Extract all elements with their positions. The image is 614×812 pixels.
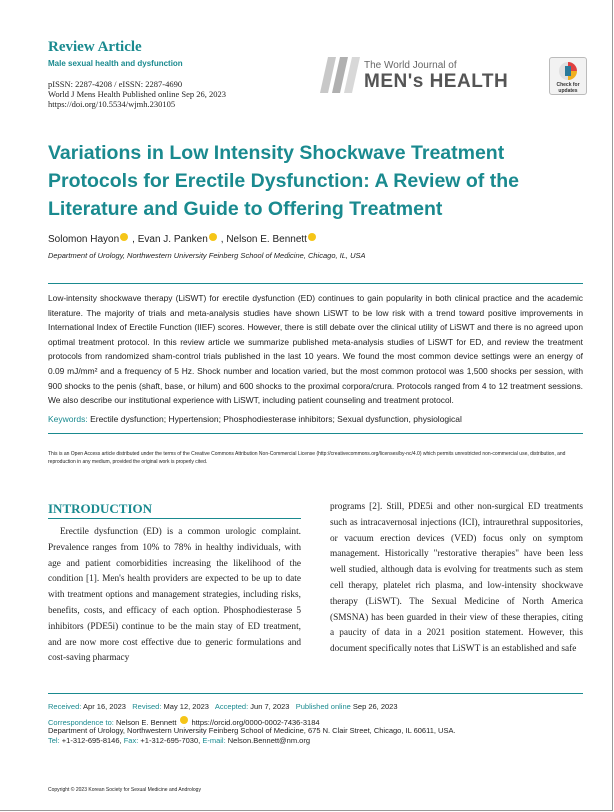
divider bbox=[48, 433, 583, 434]
received-label: Received: bbox=[48, 702, 82, 711]
author-list: Solomon Hayon , Evan J. Panken , Nelson E. Bennett bbox=[48, 233, 320, 245]
tel-label: Tel: bbox=[48, 736, 60, 745]
affiliation: Department of Urology, Northwestern University Feinberg School of Medicine, Chicago, IL, USA bbox=[48, 251, 366, 260]
orcid-icon[interactable] bbox=[308, 233, 316, 241]
keywords-text: Erectile dysfunction; Hypertension; Phosphodiesterase inhibitors; Sexual dysfunction, physiological bbox=[90, 414, 462, 424]
orcid-icon[interactable] bbox=[180, 716, 188, 724]
article-dates bbox=[48, 702, 398, 711]
received-date: Apr 16, 2023 bbox=[83, 702, 126, 711]
revised-label: Revised: bbox=[132, 702, 162, 711]
correspondence-label: Correspondence to: bbox=[48, 718, 114, 727]
journal-logo bbox=[318, 55, 538, 95]
fax-label: Fax: bbox=[123, 736, 139, 745]
abstract: Low-intensity shockwave therapy (LiSWT) for erectile dysfunction (ED) continues to gain popularity in both clinical practice and the academic literature. The majority of trials and meta-analysis studies have shown LiSWT to be low risk with a trend toward positive improvements in International Index of Erectile Function (IIEF) scores. However, there is still debate over the clinical utility of LiSWT and there is no agreed upon optimal treatment protocol. In this review article we summarize published meta-analysis studies of LiSWT for ED, and review the treatment protocols from randomized sham-control trials published in the last 10 years. We found the most common device settings were an energy of 0.09 mJ/mm² and a frequency of 5 Hz. Shock number and location varied, but the most common protocol was 1,500 shocks per session, with 900 shocks to the penis (shaft, base, or hilum) and 600 shocks to the proximal corpora/crura. Protocols ranged from 4 to 12 treatment sessions. We also describe our institutional experience with LiSWT, including patient counseling and treatment protocol. bbox=[48, 293, 583, 406]
divider bbox=[48, 518, 301, 519]
contact-line bbox=[48, 736, 310, 745]
crossmark-icon bbox=[558, 61, 578, 81]
journal-line: World J Mens Health Published online Sep 26, 2023 bbox=[48, 89, 227, 99]
orcid-icon[interactable] bbox=[120, 233, 128, 241]
body-column-left: Erectile dysfunction (ED) is a common urologic complaint. Prevalence ranges from 10% to 78% in healthy individuals, with age and patient comorbidities increasing the likelihood of the condition [1]. Men's health providers are expected to be up to date with treatment options and management strategies, including risks, benefits, costs, and efficacy of each option. Phosphodiesterase 5 inhibitors (PDE5i) continue to be the main stay of ED treatment, and are now more cost effective due to generic formulations and cost-saving pharmacy bbox=[48, 527, 301, 664]
correspondence-name: Nelson E. Bennett bbox=[115, 718, 177, 727]
divider bbox=[48, 283, 583, 284]
correspondence-orcid[interactable]: https://orcid.org/0000-0002-7436-3184 bbox=[191, 718, 320, 727]
divider bbox=[48, 693, 583, 694]
published-label: Published online bbox=[295, 702, 351, 711]
keywords bbox=[48, 414, 462, 424]
revised-date: May 12, 2023 bbox=[163, 702, 209, 711]
copyright: Copyright © 2023 Korean Society for Sexual Medicine and Andrology bbox=[48, 787, 201, 793]
accepted-date: Jun 7, 2023 bbox=[250, 702, 290, 711]
body-column-right: programs [2]. Still, PDE5i and other non-surgical ED treatments such as intracavernosal injections (ICI), intraurethral suppositories, or vacuum erection devices (VED) focus only on symptom management. Historically "restorative therapies" have been less well studied, although data is evolving for treatments such as stem cell therapy, platelet rich plasma, and low-intensity shockwave therapy (LiSWT). The Sexual Medicine of North America (SMSNA) has been guarded in their view of these therapies, citing a paucity of data in a 2021 position statement. However, this document specifically notes that LiSWT is an established and safe bbox=[330, 502, 583, 655]
fax-value: +1-312-695-7030, bbox=[140, 736, 201, 745]
crossmark-label-1: Check for bbox=[556, 82, 580, 88]
crossmark-label-2: updates bbox=[558, 88, 578, 94]
keywords-label: Keywords: bbox=[48, 414, 88, 424]
email-label: E-mail: bbox=[202, 736, 226, 745]
correspondence-address: Department of Urology, Northwestern University Feinberg School of Medicine, 675 N. Clair Street, Chicago, IL 60611, USA. bbox=[48, 726, 456, 735]
article-type: Review Article bbox=[48, 39, 142, 55]
author-name: Nelson E. Bennett bbox=[226, 234, 307, 245]
check-for-updates-badge[interactable] bbox=[549, 57, 587, 95]
journal-logo-mark-icon bbox=[318, 55, 362, 95]
accepted-label: Accepted: bbox=[214, 702, 249, 711]
license-note: This is an Open Access article distributed under the terms of the Creative Commons Attribution Non-Commercial License (http://creativecommons.org/licenses/by-nc/4.0) which permits unrestricted non-commercial use, distribution, and reproduction in any medium, provided the original work is properly cited. bbox=[48, 451, 566, 465]
issn: pISSN: 2287-4208 / eISSN: 2287-4690 bbox=[48, 79, 183, 89]
doi-link[interactable]: https://doi.org/10.5534/wjmh.230105 bbox=[48, 99, 176, 109]
orcid-icon[interactable] bbox=[209, 233, 217, 241]
section-heading: INTRODUCTION bbox=[48, 501, 153, 516]
author-name: Solomon Hayon bbox=[48, 234, 120, 245]
email-link[interactable]: Nelson.Bennett@nm.org bbox=[227, 736, 311, 745]
published-date: Sep 26, 2023 bbox=[352, 702, 398, 711]
tel-value: +1-312-695-8146, bbox=[61, 736, 122, 745]
journal-logo-big: MEN's HEALTH bbox=[364, 71, 509, 92]
author-name: Evan J. Panken bbox=[137, 234, 208, 245]
article-title: Variations in Low Intensity Shockwave Treatment Protocols for Erectile Dysfunction: A Review of the Literature and Guide to Offering Treatment bbox=[48, 142, 519, 220]
journal-logo-small: The World Journal of bbox=[364, 60, 457, 71]
subcategory: Male sexual health and dysfunction bbox=[48, 59, 183, 68]
